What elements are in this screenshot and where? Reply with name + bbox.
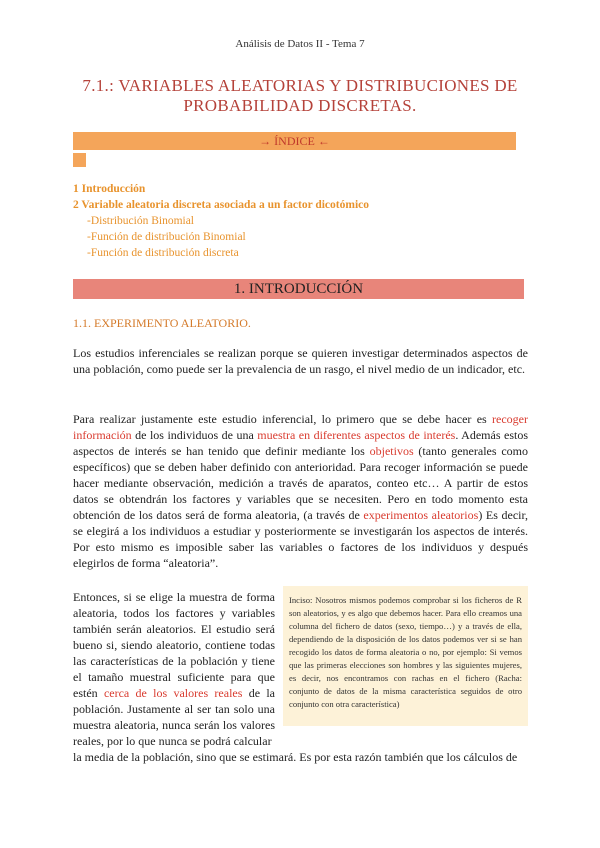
title-line-2: PROBABILIDAD DISCRETAS. xyxy=(183,96,417,115)
highlight-recoger: recoger información xyxy=(73,412,528,442)
text-run: Para realizar justamente este estudio inferencial, lo primero que se debe hacer es xyxy=(73,412,493,426)
subsection-heading: 1.1. EXPERIMENTO ALEATORIO. xyxy=(73,316,251,330)
page-header: Análisis de Datos II - Tema 7 xyxy=(235,38,365,50)
highlight-muestra: muestra en diferentes aspectos de interés xyxy=(257,428,456,442)
toc-item-variable-aleatoria[interactable]: 2 Variable aleatoria discreta asociada a un factor dicotómico xyxy=(73,199,369,211)
highlight-experimentos: experimentos aleatorios xyxy=(363,508,479,522)
text-run: de los individuos de una xyxy=(131,428,258,442)
highlight-valores-reales: cerca de los valores reales xyxy=(103,686,243,700)
highlight-objetivos: objetivos xyxy=(369,444,414,458)
index-banner: → ÍNDICE ← xyxy=(73,132,516,150)
paragraph-4: la media de la población, sino que se estimará. Es por esta razón también que los cálculos de xyxy=(73,750,518,764)
text-run: Entonces, si se elige la muestra de forma aleatoria, todos los factores y variables también serán aleatorios. El estudio será bueno si, siendo aleatorio, contiene todas las características de la población y tiene el tamaño muestral suficiente para que estén xyxy=(73,590,275,700)
document-title xyxy=(60,76,540,116)
section-heading: 1. INTRODUCCIÓN xyxy=(73,279,524,299)
table-of-contents xyxy=(73,181,369,261)
toc-subitem-funcion-binomial[interactable]: -Función de distribución Binomial xyxy=(87,231,246,243)
title-line-1: 7.1.: VARIABLES ALEATORIAS Y DISTRIBUCIONES DE xyxy=(82,76,518,95)
index-marker xyxy=(73,153,86,167)
paragraph-2 xyxy=(73,411,528,571)
paragraph-3 xyxy=(73,589,275,749)
toc-subitem-funcion-discreta[interactable]: -Función de distribución discreta xyxy=(87,247,239,259)
text-run: ) Es decir, se elegirá a los individuos a estudiar y posteriormente se investigarán los aspectos de interés. Por esto mismo es imposible saber las variables o factores de los individuos y después elegirlos de forma “aleatoria”. xyxy=(73,508,528,570)
text-run: . Además estos aspectos de interés se han tenido que definir mediante los xyxy=(73,428,528,458)
toc-subitem-binomial[interactable]: -Distribución Binomial xyxy=(87,215,195,227)
toc-item-introduccion[interactable]: 1 Introducción xyxy=(73,183,146,195)
note-box: Inciso: Nosotros mismos podemos comprobar si los ficheros de R son aleatorios, y es algo que debemos hacer. Para ello creamos una columna del fichero de datos (sexo, tiempo…) y a través de ella, dependiendo de la disposición de los datos podemos ver si se han recogido los datos de forma aleatoria o no, por ejemplo: Si vemos que las primeras elecciones son hombres y las siguientes mujeres, es decir, nos encontramos con rachas en el fichero (Racha: conjunto de datos de la misma característica seguidos de otro conjunto con otra característica) xyxy=(283,586,528,726)
paragraph-1: Los estudios inferenciales se realizan porque se quieren investigar determinados aspectos de una población, como puede ser la prevalencia de un rasgo, el nivel medio de un indicador, etc. xyxy=(73,346,528,376)
text-run: (tanto generales como específicos) que se deben haber definido con anterioridad. Para recoger información se puede hacer mediante observación, medición a través de aparatos, conteo etc… A partir de estos datos se obtendrán los factores y variables que se necesiten. Pero en todo momento esta obtención de los datos será de forma aleatoria, (a través de xyxy=(73,444,528,522)
text-run: de la población. Justamente al ser tan solo una muestra aleatoria, nunca serán los valores reales, por lo que nunca se podrá calcular xyxy=(73,686,275,748)
